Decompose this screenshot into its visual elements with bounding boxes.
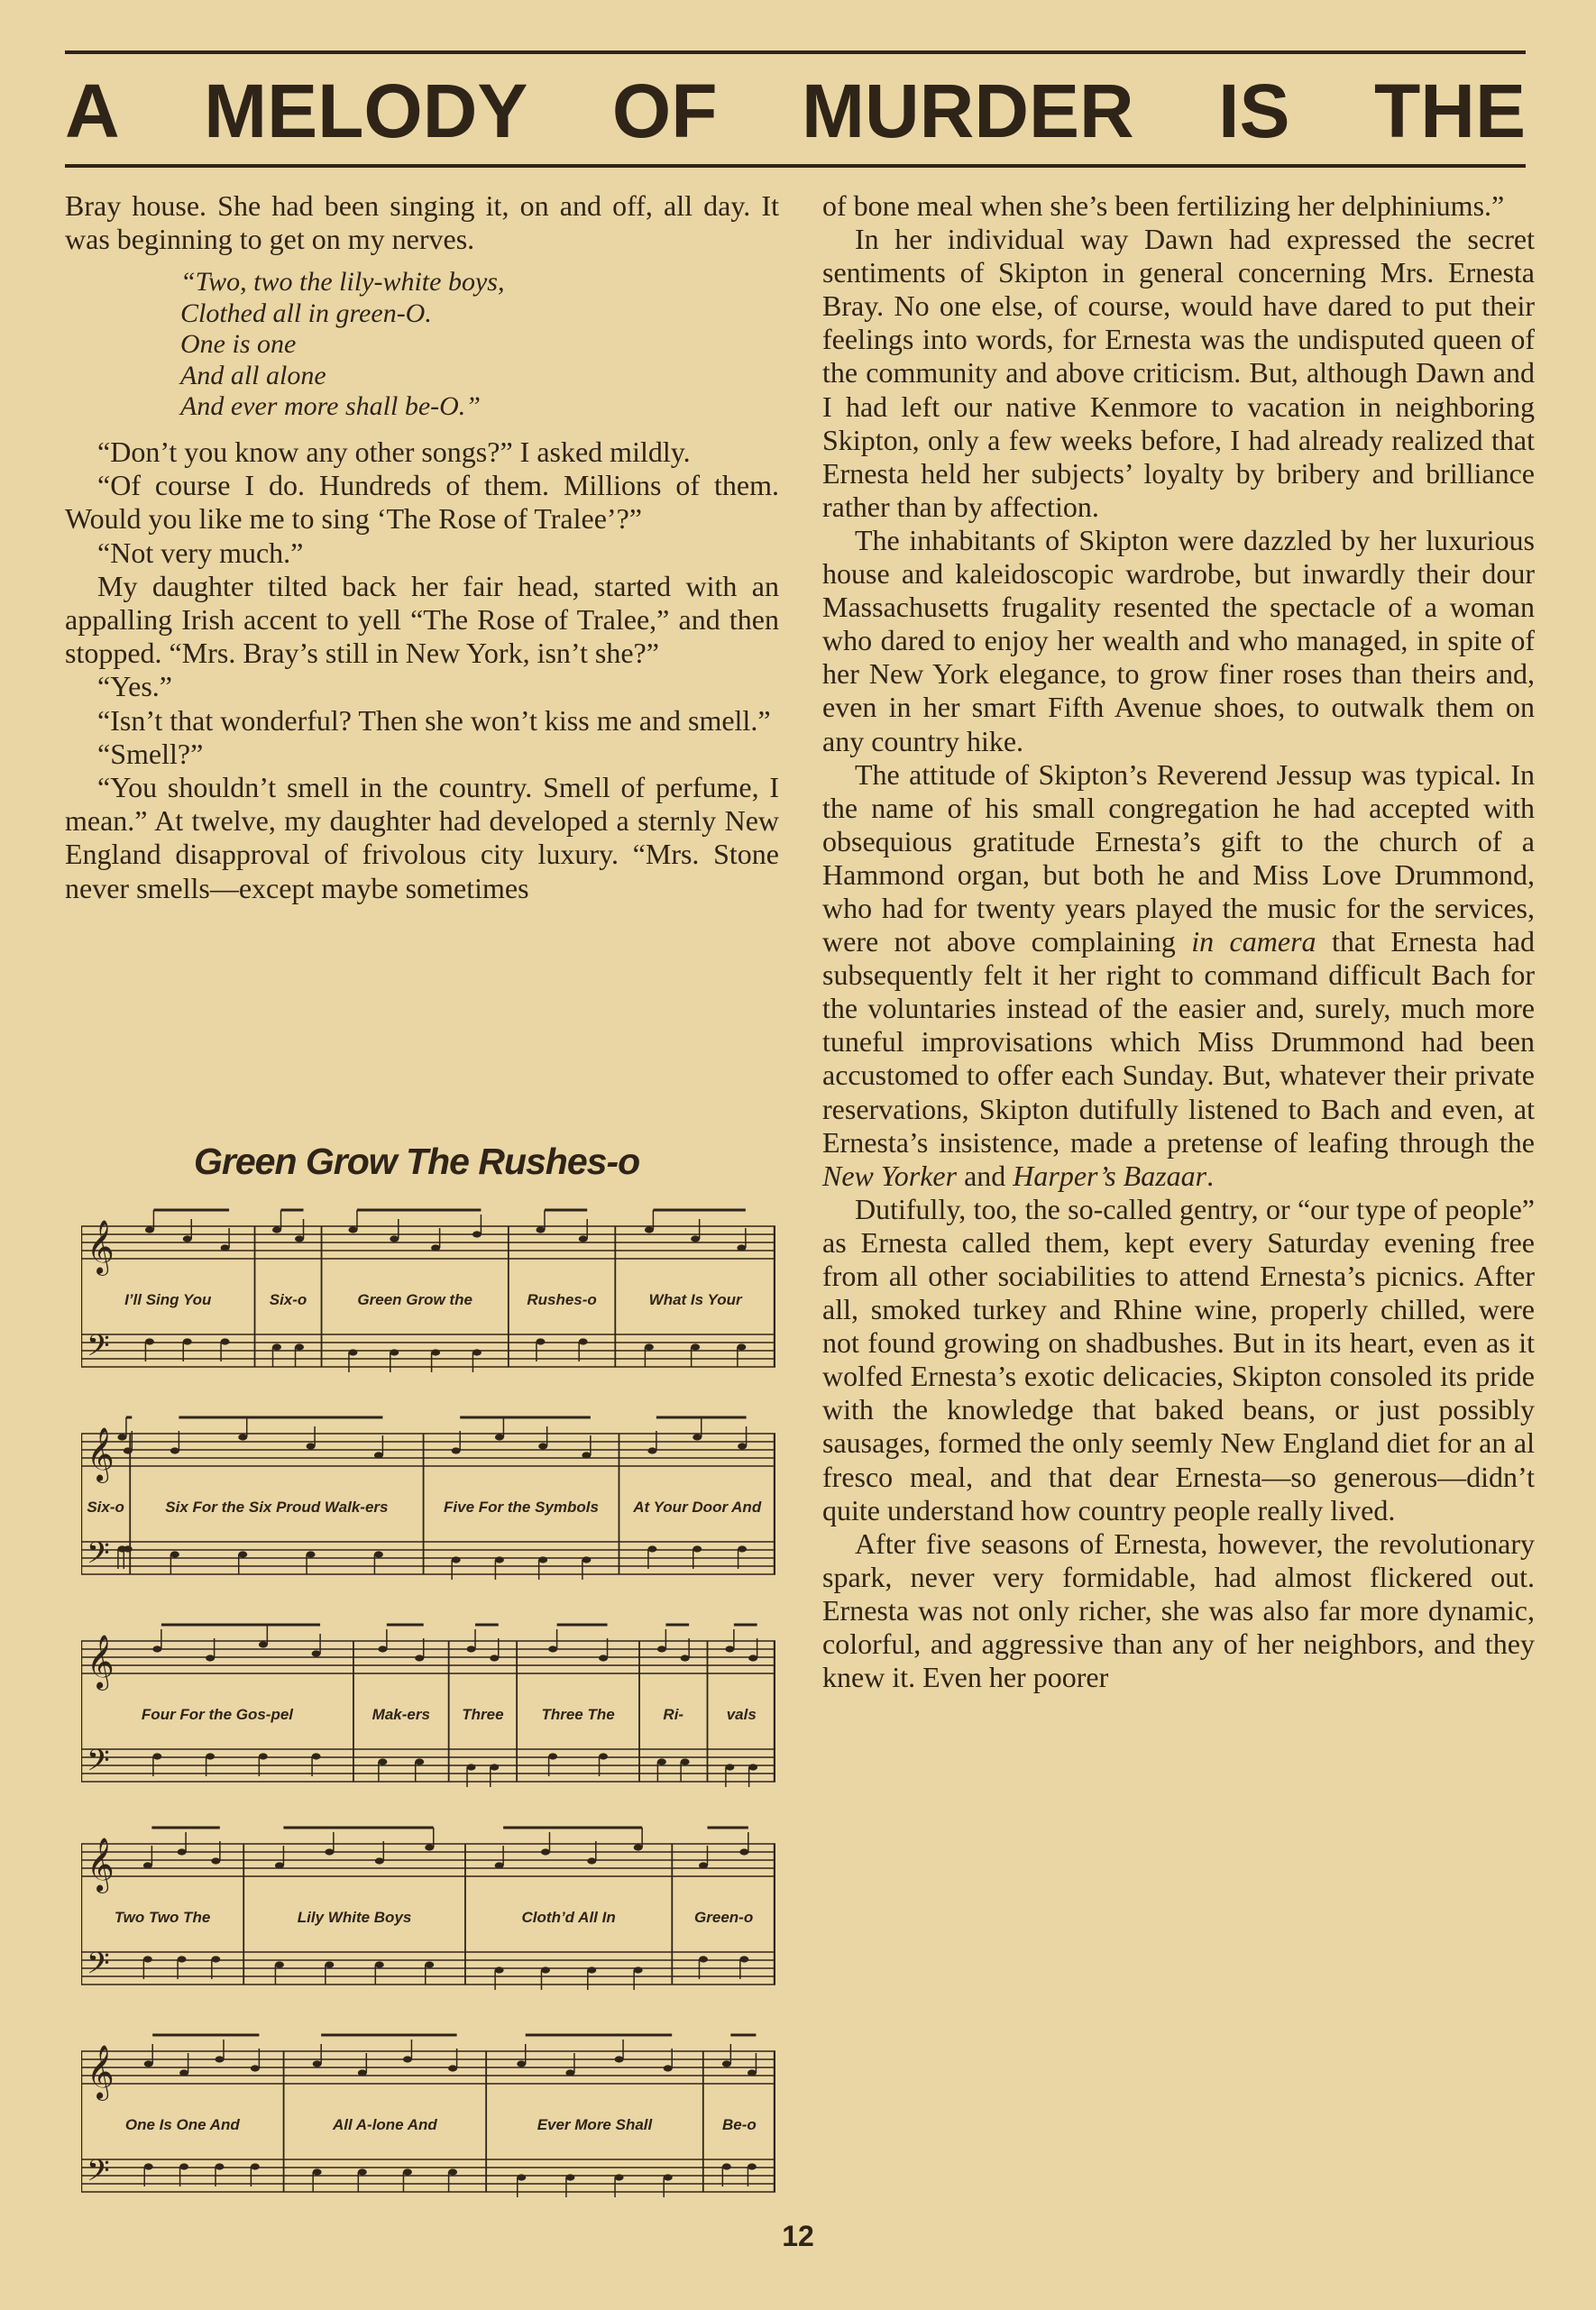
lyric-text: Mak-ers [371, 1706, 430, 1723]
note-head [599, 1655, 608, 1661]
staff-system [81, 1826, 775, 2006]
lyric-text: I’ll Sing You [124, 1291, 212, 1308]
note-head [431, 1349, 440, 1355]
paragraph: “Don’t you know any other songs?” I asked mildly. [97, 435, 691, 468]
lyric-text: Six For the Six Proud Walk-ers [165, 1499, 389, 1516]
note-head [452, 1447, 461, 1453]
note-head [448, 2168, 457, 2175]
paragraph: The inhabitants of Skipton were dazzled by her luxurious house and kaleidoscopic wardrobe, but inwardly their dour Massachusetts frugality resented the spectacle of a woman who dared to enjoy her wealth and who managed, in spite of her New York elegance, to grow finer roses than theirs and, even in her smart Fifth Avenue shoes, to outwalk them on any country hike. [822, 523, 1535, 757]
note-head [312, 1753, 321, 1759]
note-head [211, 1857, 220, 1864]
lyric-text: All A-lone And [332, 2116, 437, 2133]
note-head [495, 1434, 504, 1440]
note-head [725, 1764, 734, 1770]
note-head [152, 1753, 161, 1759]
note-head [565, 2069, 574, 2076]
staff-system [81, 2033, 775, 2214]
note-head [425, 1844, 434, 1850]
note-head [657, 1645, 666, 1652]
note-head [221, 1338, 230, 1344]
note-head [170, 1551, 179, 1557]
note-head [664, 2174, 673, 2180]
lyric-text: At Your Door And [633, 1499, 762, 1516]
note-head [206, 1753, 215, 1759]
lyric-text: Cloth’d All In [521, 1909, 616, 1926]
bass-clef-icon: 𝄢 [87, 1536, 110, 1578]
note-head [541, 1848, 550, 1855]
note-head [699, 1956, 708, 1962]
note-head [467, 1645, 476, 1652]
note-head [178, 1956, 187, 1962]
note-head [548, 1753, 557, 1759]
header-rule-bottom [65, 164, 1526, 168]
text-run: and [957, 1159, 1014, 1192]
paragraph: Bray house. She had been singing it, on and off, all day. It was beginning to get on my nerves. [65, 189, 779, 256]
staff-system [81, 1208, 775, 1389]
note-head [403, 2056, 412, 2062]
note-head [325, 1848, 334, 1855]
treble-clef-icon: 𝄞 [87, 1838, 115, 1892]
lyric-text: Three The [541, 1706, 615, 1723]
verse-line: One is one [180, 329, 297, 360]
note-head [645, 1343, 654, 1350]
note-head [415, 1655, 424, 1661]
note-head [699, 1862, 708, 1868]
note-head [599, 1753, 608, 1759]
note-head [517, 2174, 526, 2180]
header-word: MELODY [204, 69, 528, 153]
note-head [375, 1857, 384, 1864]
note-head [657, 1758, 666, 1765]
header-word: IS [1218, 69, 1290, 153]
note-head [179, 2163, 188, 2169]
note-head [375, 1961, 384, 1967]
paragraph: “Not very much.” [97, 536, 304, 569]
note-head [170, 1447, 179, 1453]
paragraph: My daughter tilted back her fair head, started with an appalling Irish accent to yell “The Rose of Tralee,” and then stopped. “Mrs. Bray’s still in New York, isn’t she?” [65, 569, 779, 670]
paragraph: Dutifully, too, the so-called gentry, or “our type of people” as Ernesta called them, kept every Saturday evening free from all other sociabilities to attend Ernesta’s picnics. After all, smoked turkey and Rhine wine, properly chilled, were not found growing on shadbushes. But in its heart, even as it wolfed Ernesta’s exotic delicacies, Skipton consoled its pride with the knowledge that baked beans, or just possibly sausages, formed the only seemly New England diet for an al fresco meal, and that dear Ernesta—so generous—didn’t quite understand how country people really lived. [822, 1192, 1535, 1526]
note-head [117, 1434, 126, 1440]
note-head [312, 1650, 321, 1656]
note-head [183, 1235, 192, 1242]
note-head [272, 1226, 281, 1233]
lyric-text: Green-o [694, 1909, 754, 1926]
note-head [403, 2168, 412, 2175]
staff-system [81, 1623, 775, 1803]
note-head [452, 1556, 461, 1563]
note-head [178, 1848, 187, 1855]
bass-clef-icon: 𝄢 [87, 1947, 110, 1988]
note-head [275, 1961, 284, 1967]
text-run-italic: in camera [1191, 925, 1316, 958]
note-head [691, 1235, 700, 1242]
note-head [295, 1343, 304, 1350]
note-head [143, 1956, 152, 1962]
note-head [215, 2056, 224, 2062]
text-run: . [1206, 1159, 1215, 1192]
note-head [307, 1443, 316, 1449]
verse-line: “Two, two the lily-white boys, [180, 267, 505, 298]
header-word: MURDER [802, 69, 1134, 153]
note-head [579, 1235, 588, 1242]
note-head [307, 1551, 316, 1557]
paragraph: “Isn’t that wonderful? Then she won’t kiss me and smell.” [97, 703, 771, 737]
note-head [536, 1226, 545, 1233]
header-word: THE [1373, 69, 1526, 153]
note-head [467, 1764, 476, 1770]
lyric-text: Four For the Gos-pel [141, 1706, 294, 1723]
magazine-title: Harper’s Bazaar [1013, 1159, 1207, 1192]
lyric-text: Two Two The [114, 1909, 211, 1926]
header-rule-top [65, 50, 1526, 54]
note-head [358, 2069, 367, 2076]
page-number: 12 [782, 2220, 814, 2252]
note-head [538, 1556, 547, 1563]
note-head [587, 1857, 596, 1864]
lyric-text: Six-o [87, 1499, 124, 1516]
note-head [378, 1645, 387, 1652]
lyric-text: vals [726, 1706, 757, 1723]
note-head [615, 2174, 624, 2180]
note-head [738, 1545, 747, 1552]
bass-clef-icon: 𝄢 [87, 1744, 110, 1785]
note-head [748, 1764, 757, 1770]
right-column [822, 189, 1535, 1694]
note-head [748, 1655, 757, 1661]
paragraph: “Of course I do. Hundreds of them. Millions of them. Would you like me to sing ‘The Rose of Tralee’?” [65, 469, 779, 536]
lyric-text: One Is One And [124, 2116, 240, 2133]
note-head [725, 1645, 734, 1652]
note-head [565, 2174, 574, 2180]
note-head [722, 2163, 731, 2169]
note-head [647, 1545, 656, 1552]
note-head [152, 1645, 161, 1652]
lyric-text: Be-o [721, 2116, 757, 2133]
lyric-text: Green Grow the [357, 1291, 472, 1308]
note-head [117, 1545, 126, 1552]
note-head [472, 1349, 482, 1355]
note-head [748, 2163, 757, 2169]
note-head [144, 2163, 153, 2169]
song-verse [180, 267, 779, 423]
note-head [495, 1862, 504, 1868]
left-column [65, 189, 779, 905]
note-head [645, 1226, 654, 1233]
note-head [325, 1961, 334, 1967]
verse-line: And all alone [180, 360, 326, 390]
note-head [313, 2060, 322, 2067]
verse-line: Clothed all in green-O. [180, 298, 432, 328]
note-head [647, 1447, 656, 1453]
note-head [251, 2163, 260, 2169]
lyric-text: Ri- [663, 1706, 684, 1723]
note-head [681, 1655, 690, 1661]
note-head [124, 1447, 133, 1453]
note-head [295, 1235, 304, 1242]
note-head [275, 1862, 284, 1868]
note-head [259, 1641, 268, 1647]
note-head [748, 2069, 757, 2076]
paragraph: “Yes.” [97, 670, 172, 703]
magazine-title: New Yorker [822, 1159, 958, 1192]
lyric-text: Six-o [269, 1291, 307, 1308]
paragraph: In her individual way Dawn had expressed the secret sentiments of Skipton in general concerning Mrs. Ernesta Bray. No one else, of course, would have dared to put their feelings into words, for Ernesta was the undisputed queen of the community and above criticism. But, although Dawn and I had left our native Kenmore to vacation in neighboring Skipton, only a few weeks before, I had already realized that Ernesta held her subjects’ loyalty by bribery and brilliance rather than by affection. [822, 223, 1535, 523]
note-head [348, 1226, 357, 1233]
treble-clef-icon: 𝄞 [87, 2045, 115, 2099]
lyric-text: Ever More Shall [537, 2116, 653, 2133]
treble-clef-icon: 𝄞 [87, 1635, 115, 1689]
note-head [374, 1452, 383, 1458]
lyric-text: What Is Your [648, 1291, 742, 1308]
treble-clef-icon: 𝄞 [87, 1220, 115, 1274]
running-header [65, 61, 1526, 160]
note-head [272, 1343, 281, 1350]
note-head [348, 1349, 357, 1355]
note-head [259, 1753, 268, 1759]
note-head [548, 1645, 557, 1652]
bass-clef-icon: 𝄢 [87, 2154, 110, 2195]
note-head [415, 1758, 424, 1765]
note-head [490, 1764, 499, 1770]
note-head [634, 1966, 643, 1973]
note-head [358, 2168, 367, 2175]
note-head [211, 1956, 220, 1962]
note-head [238, 1434, 247, 1440]
note-head [693, 1434, 702, 1440]
note-head [587, 1966, 596, 1973]
note-head [144, 2060, 153, 2067]
note-head [582, 1556, 591, 1563]
note-head [206, 1655, 215, 1661]
paragraph: of bone meal when she’s been fertilizing her delphiniums.” [822, 189, 1505, 222]
note-head [739, 1848, 748, 1855]
note-head [390, 1235, 399, 1242]
note-head [238, 1551, 247, 1557]
note-head [536, 1338, 545, 1344]
note-head [221, 1244, 230, 1251]
text-run: The attitude of Skipton’s Reverend Jessup was typical. In the name of his small congregation he had accepted with obsequious gratitude Ernesta’s gift to the church of a Hammond organ, but both he and Miss Love Drummond, who had for twenty years played the music for the services, were not above complaining [822, 757, 1535, 958]
text-run: that Ernesta had subsequently felt it her right to command difficult Bach for the voluntaries instead of the easier and, surely, much more tuneful improvisations which Miss Drummond had been accustomed to offer each Sunday. But, whatever their private reservations, Skipton dutifully listened to Bach and even, at Ernesta’s insistence, made a pretense of leafing through the [822, 925, 1536, 1159]
note-head [425, 1961, 434, 1967]
note-head [681, 1758, 690, 1765]
lyric-text: Rushes-o [527, 1291, 597, 1308]
note-head [582, 1452, 591, 1458]
note-head [374, 1551, 383, 1557]
note-head [490, 1655, 499, 1661]
note-head [738, 1443, 747, 1449]
note-head [215, 2163, 224, 2169]
note-head [448, 2065, 457, 2071]
note-head [390, 1349, 399, 1355]
note-head [664, 2065, 673, 2071]
note-head [495, 1556, 504, 1563]
note-head [143, 1862, 152, 1868]
note-head [145, 1338, 154, 1344]
note-head [739, 1956, 748, 1962]
note-head [691, 1343, 700, 1350]
note-head [431, 1244, 440, 1251]
song-title: Green Grow The Rushes-o [194, 1141, 640, 1182]
paragraph: “You shouldn’t smell in the country. Smell of perfume, I mean.” At twelve, my daughter had developed a sternly New England disapproval of frivolous city luxury. “Mrs. Stone never smells—except maybe sometimes [65, 770, 779, 904]
header-word: OF [611, 69, 718, 153]
lyric-text: Lily White Boys [297, 1909, 412, 1926]
note-head [378, 1758, 387, 1765]
note-head [472, 1231, 482, 1237]
note-head [179, 2069, 188, 2076]
note-head [579, 1338, 588, 1344]
note-head [722, 2060, 731, 2067]
lyric-text: Three [462, 1706, 504, 1723]
treble-clef-icon: 𝄞 [87, 1427, 115, 1481]
note-head [145, 1226, 154, 1233]
note-head [495, 1966, 504, 1973]
paragraph [822, 758, 1535, 1193]
note-head [737, 1343, 746, 1350]
note-head [517, 2060, 526, 2067]
note-head [615, 2056, 624, 2062]
note-head [541, 1966, 550, 1973]
lyric-text: Five For the Symbols [444, 1499, 599, 1516]
note-head [183, 1338, 192, 1344]
header-word: A [65, 69, 120, 153]
staff-system [81, 1416, 775, 1596]
note-head [251, 2065, 260, 2071]
note-head [737, 1244, 746, 1251]
verse-line: And ever more shall be-O.” [180, 391, 481, 422]
note-head [634, 1844, 643, 1850]
paragraph: “Smell?” [97, 737, 204, 770]
bass-clef-icon: 𝄢 [87, 1329, 110, 1370]
paragraph: After five seasons of Ernesta, however, the revolutionary spark, never very formidable, had almost flickered out. Ernesta was not only richer, she was also far more dynamic, colorful, and aggressive than any of her neighbors, and they knew it. Even her poorer [822, 1526, 1535, 1694]
note-head [313, 2168, 322, 2175]
note-head [538, 1443, 547, 1449]
note-head [693, 1545, 702, 1552]
